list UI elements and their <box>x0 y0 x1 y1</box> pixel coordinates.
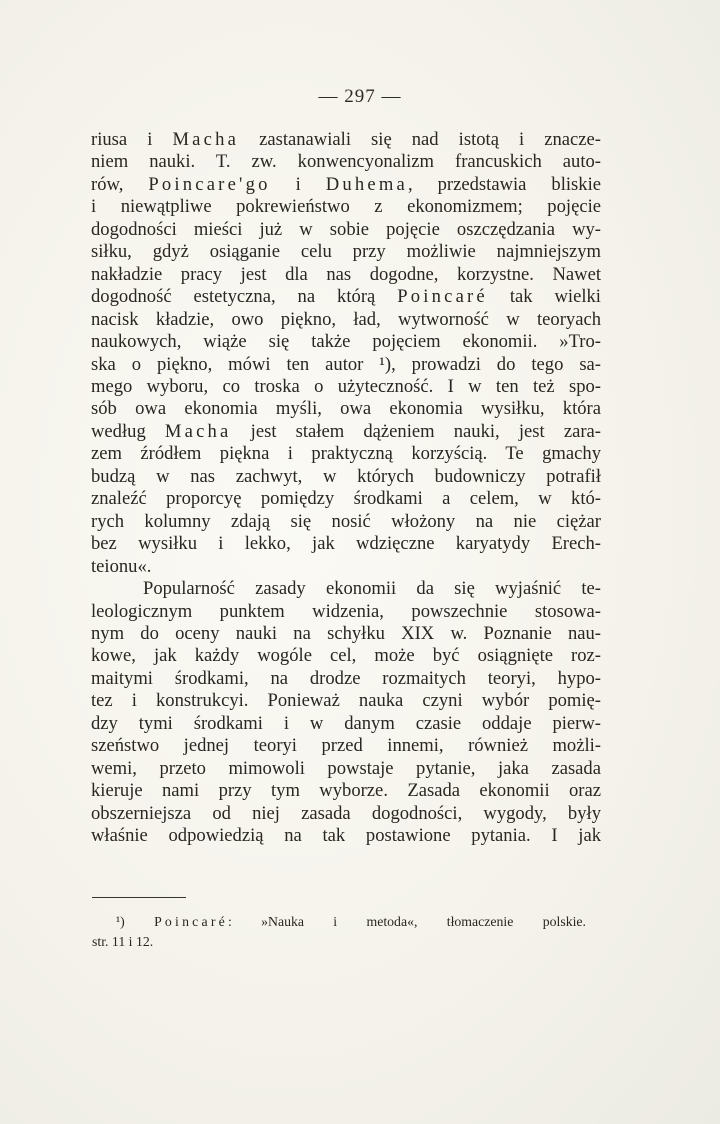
text-line: mego wyboru, co troska o użyteczność. I w ten też spo- <box>91 375 601 397</box>
text-line: dogodność estetyczna, na którą Poincaré tak wielki <box>91 286 601 308</box>
text-line: rów, Poincare'go i Duhema, przedstawia bliskie <box>91 173 601 195</box>
footnote-separator <box>92 897 186 898</box>
footnote-line: ¹) Poincaré: »Nauka i metoda«, tłomaczenie polskie. <box>116 914 586 929</box>
text-line: naukowych, wiąże się także pojęciem ekonomii. »Tro- <box>91 331 601 353</box>
text-line: zem źródłem piękna i praktyczną korzyścią. Te gmachy <box>91 443 601 465</box>
paragraph-1 <box>91 129 601 578</box>
footnote-line: str. 11 i 12. <box>92 934 154 949</box>
page-number: — 297 — <box>318 86 402 107</box>
text-line: tez i konstrukcyi. Ponieważ nauka czyni wybór pomię- <box>91 690 601 712</box>
text-line: siłku, gdyż osiąganie celu przy możliwie najmniejszym <box>91 241 601 263</box>
text-line: leologicznym punktem widzenia, powszechnie stosowa- <box>91 600 601 622</box>
text-line: niem nauki. T. zw. konwencyonalizm francuskich auto- <box>91 151 601 173</box>
text-line: rych kolumny zdają się nosić włożony na nie ciężar <box>91 510 601 532</box>
text-line: nakładzie pracy jest dla nas dogodne, korzystne. Nawet <box>91 263 601 285</box>
text-line: riusa i Macha zastanawiali się nad istotą i znacze- <box>91 129 601 150</box>
text-line: maitymi środkami, na drodze rozmaitych teoryi, hypo- <box>91 667 601 689</box>
text-line: wemi, przeto mimowoli powstaje pytanie, jaka zasada <box>91 757 601 779</box>
text-line: obszerniejsza od niej zasada dogodności, wygody, były <box>91 802 601 824</box>
text-line: szeństwo jednej teoryi przed innemi, również możli- <box>91 735 601 757</box>
text-line: i niewątpliwe pokrewieństwo z ekonomizmem; pojęcie <box>91 196 601 218</box>
text-line: ska o piękno, mówi ten autor ¹), prowadzi do tego sa- <box>91 353 601 375</box>
text-line: dzy tymi środkami i w danym czasie oddaje pierw- <box>91 712 601 734</box>
footnote <box>92 912 586 952</box>
text-line: według Macha jest stałem dążeniem nauki, jest zara- <box>91 420 601 442</box>
text-line: nacisk kładzie, owo piękno, ład, wytworność w teoryach <box>91 308 601 330</box>
body-text <box>91 129 601 848</box>
text-line: nym do oceny nauki na schyłku XIX w. Poznanie nau- <box>91 622 601 644</box>
paragraph-2 <box>91 578 601 847</box>
text-line: dogodności mieści już w sobie pojęcie oszczędzania wy- <box>91 218 601 240</box>
text-line: teionu«. <box>91 555 152 577</box>
text-line: sób owa ekonomia myśli, owa ekonomia wysiłku, która <box>91 398 601 420</box>
text-line: Popularność zasady ekonomii da się wyjaśnić te- <box>143 578 601 600</box>
text-line: właśnie odpowiedzią na tak postawione pytania. I jak <box>91 825 601 847</box>
text-line: znaleźć proporcyę pomiędzy środkami a celem, w któ- <box>91 488 601 510</box>
text-line: kieruje nami przy tym wyborze. Zasada ekonomii oraz <box>91 780 601 802</box>
text-line: bez wysiłku i lekko, jak wdzięczne karyatydy Erech- <box>91 533 601 555</box>
text-line: kowe, jak każdy wogóle cel, może być osiągnięte roz- <box>91 645 601 667</box>
text-line: budzą w nas zachwyt, w których budowniczy potrafił <box>91 465 601 487</box>
